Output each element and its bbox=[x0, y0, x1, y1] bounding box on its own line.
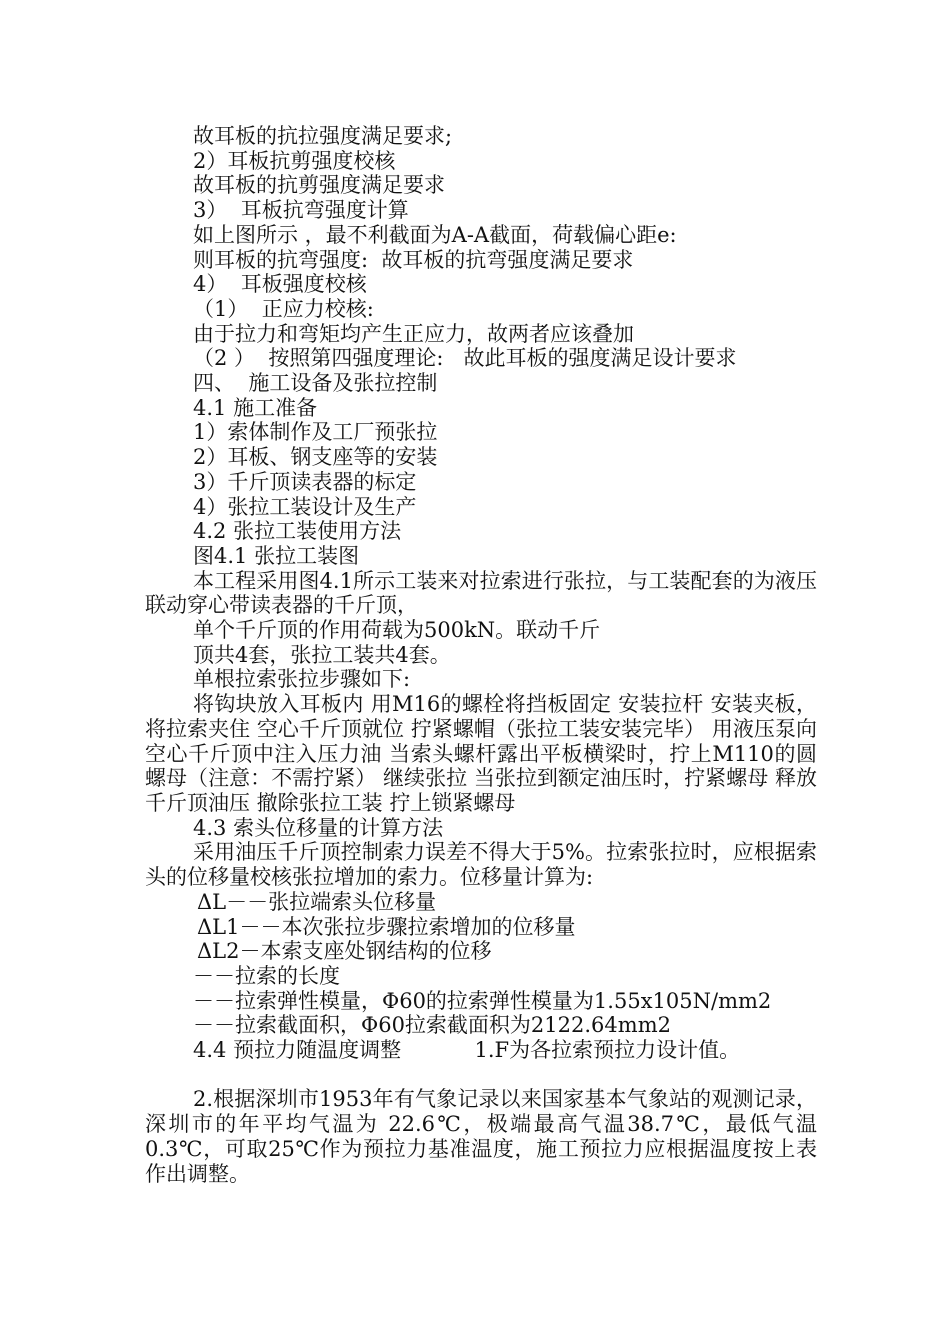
text-line: ΔL1－－本次张拉步骤拉索增加的位移量 bbox=[197, 914, 576, 939]
text-line: －－拉索截面积，Φ60拉索截面积为2122.64mm2 bbox=[193, 1013, 671, 1038]
text-line: 故耳板的抗拉强度满足要求; bbox=[193, 124, 453, 148]
lines-block-2 bbox=[145, 618, 817, 692]
lines-block-3 bbox=[145, 890, 817, 1063]
text-line: 如上图所示 ，最不利截面为A-A截面，荷载偏心距e: bbox=[193, 222, 677, 247]
text-line: 4） 耳板强度校核 bbox=[193, 272, 367, 297]
paragraph-tension-steps: 将钩块放入耳板内 用M16的螺栓将挡板固定 安装拉杆 安装夹板，将拉索夹住 空心千斤顶就位 拧紧螺帽（张拉工装安装完毕） 用液压泵向空心千斤顶中注入压力油 当索头螺杆露出平板横梁时，拧上M110的圆螺母（注意：不需拧紧） 继续张拉 当张拉到额定油压时，拧紧螺母 释放千斤顶油压 撤除张拉工装 拧上锁紧螺母 bbox=[145, 692, 817, 815]
text-line: 图4.1 张拉工装图 bbox=[193, 543, 360, 568]
text-line: ΔL－－张拉端索头位移量 bbox=[197, 889, 437, 914]
text-line: 4.2 张拉工装使用方法 bbox=[193, 519, 402, 544]
text-line: 4）张拉工装设计及生产 bbox=[193, 494, 417, 519]
text-line: （1） 正应力校核: bbox=[193, 296, 374, 321]
text-line: －－拉索的长度 bbox=[193, 963, 340, 988]
text-line: 3） 耳板抗弯强度计算 bbox=[193, 198, 409, 223]
text-line: 4.4 预拉力随温度调整 1.F为各拉索预拉力设计值。 bbox=[193, 1038, 741, 1063]
text-line: 3）千斤顶读表器的标定 bbox=[193, 469, 417, 494]
lines-block-1 bbox=[145, 124, 817, 569]
text-line: －－拉索弹性模量，Φ60的拉索弹性模量为1.55x105N/mm2 bbox=[193, 988, 772, 1013]
text-line: 2）耳板、钢支座等的安装 bbox=[193, 445, 438, 470]
text-line: 单个千斤顶的作用荷载为500kN。联动千斤 bbox=[193, 618, 601, 643]
blank-line bbox=[145, 1063, 817, 1088]
text-line: 故耳板的抗剪强度满足要求 bbox=[193, 173, 445, 198]
text-line: （2 ） 按照第四强度理论: 故此耳板的强度满足设计要求 bbox=[193, 346, 737, 371]
text-line: ΔL2－本索支座处钢结构的位移 bbox=[197, 939, 492, 964]
text-line: 1）索体制作及工厂预张拉 bbox=[193, 420, 438, 445]
paragraph-displacement: 采用油压千斤顶控制索力误差不得大于5%。拉索张拉时，应根据索头的位移量校核张拉增加的索力。位移量计算为: bbox=[145, 840, 817, 890]
text-line: 2）耳板抗剪强度校核 bbox=[193, 148, 396, 173]
text-line: 则耳板的抗弯强度: 故耳板的抗弯强度满足要求 bbox=[193, 247, 634, 272]
document-body bbox=[145, 124, 817, 1186]
text-line: 顶共4套，张拉工装共4套。 bbox=[193, 642, 451, 667]
text-line: 4.1 施工准备 bbox=[193, 395, 318, 420]
text-line: 单根拉索张拉步骤如下: bbox=[193, 667, 411, 692]
text-line: 由于拉力和弯矩均产生正应力，故两者应该叠加 bbox=[193, 321, 634, 346]
paragraph-tooling-intro: 本工程采用图4.1所示工装来对拉索进行张拉，与工装配套的为液压联动穿心带读表器的千斤顶， bbox=[145, 568, 817, 618]
heading-4-3: 4.3 索头位移量的计算方法 bbox=[193, 815, 444, 840]
text-line: 四、 施工设备及张拉控制 bbox=[193, 371, 438, 396]
paragraph-temperature: 2.根据深圳市1953年有气象记录以来国家基本气象站的观测记录，深圳市的年平均气温为 22.6℃，极端最高气温38.7℃，最低气温0.3℃，可取25℃作为预拉力基准温度，施工预拉力应根据温度按上表作出调整。 bbox=[145, 1087, 817, 1186]
